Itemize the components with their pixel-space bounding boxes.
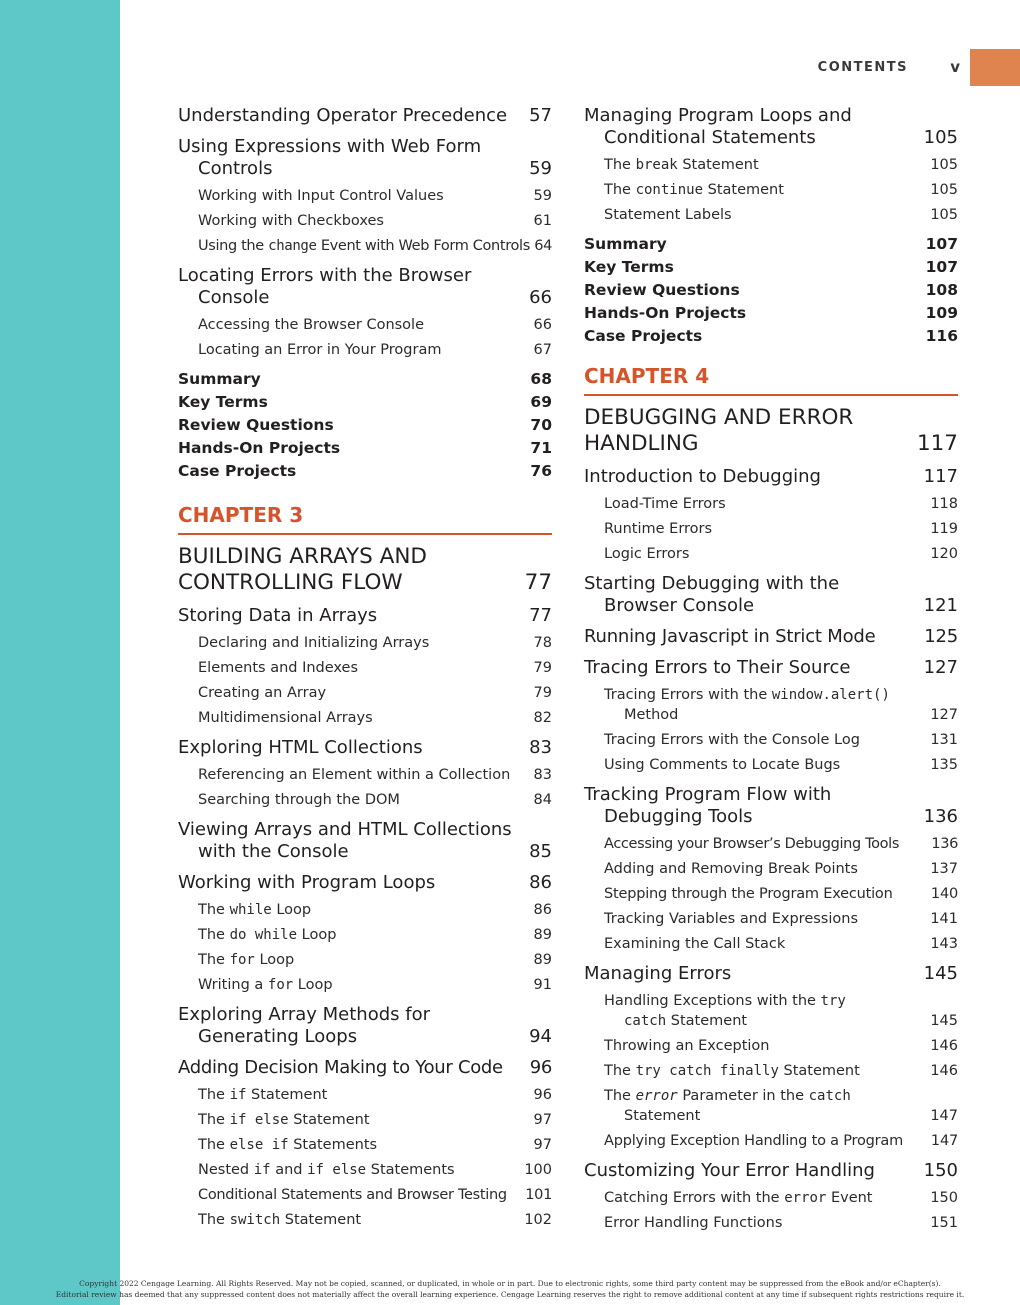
toc-page-number: 83 <box>529 737 552 758</box>
toc-entry[interactable]: Nested if and if else Statements 100 <box>198 1162 552 1178</box>
toc-page-number: 89 <box>533 952 552 968</box>
toc-page-number: 117 <box>916 431 958 456</box>
chapter-title[interactable]: DEBUGGING AND ERROR HANDLING 117 <box>584 405 958 456</box>
toc-entry[interactable]: Catching Errors with the error Event 150 <box>604 1190 958 1206</box>
toc-page-number: 57 <box>529 105 552 126</box>
toc-page-number: 147 <box>930 1133 958 1149</box>
toc-page-number: 151 <box>930 1215 958 1231</box>
toc-page-number: 96 <box>529 1057 552 1078</box>
toc-page-number: 146 <box>930 1038 958 1054</box>
toc-entry[interactable]: The continue Statement 105 <box>604 182 958 198</box>
code-keyword: error <box>784 1190 827 1206</box>
code-keyword: try catch <box>624 993 846 1029</box>
toc-entry[interactable]: The for Loop 89 <box>198 952 552 968</box>
toc-page-number: 66 <box>533 317 552 333</box>
toc-entry[interactable]: The error Parameter in the catch Statement 147 <box>604 1088 958 1124</box>
toc-page-number: 131 <box>930 732 958 748</box>
toc-entry[interactable]: Declaring and Initializing Arrays 78 <box>198 635 552 651</box>
toc-entry[interactable]: Tracing Errors to Their Source 127 <box>584 657 958 678</box>
code-keyword: catch <box>808 1088 851 1104</box>
toc-entry[interactable]: Working with Input Control Values 59 <box>198 188 552 204</box>
toc-page-number: 105 <box>930 157 958 173</box>
toc-page-number: 146 <box>930 1063 958 1079</box>
toc-page-number: 136 <box>923 806 958 827</box>
toc-entry[interactable]: Customizing Your Error Handling 150 <box>584 1160 958 1181</box>
toc-page-number: 82 <box>533 710 552 726</box>
code-keyword: window.alert() <box>771 687 890 703</box>
toc-entry[interactable]: Exploring Array Methods for Generating Loops 94 <box>178 1004 552 1047</box>
toc-entry[interactable]: The while Loop 86 <box>198 902 552 918</box>
toc-entry[interactable]: Storing Data in Arrays 77 <box>178 605 552 626</box>
toc-entry[interactable]: Key Terms 69 <box>178 393 552 411</box>
code-keyword: if else <box>229 1112 289 1128</box>
toc-entry[interactable]: Tracing Errors with the window.alert() Method 127 <box>604 687 958 723</box>
toc-entry[interactable]: Key Terms 107 <box>584 258 958 276</box>
toc-page-number: 121 <box>923 595 958 616</box>
toc-entry[interactable]: Using the change Event with Web Form Controls 64 <box>198 238 552 254</box>
toc-page-number: 78 <box>533 635 552 651</box>
code-keyword: do while <box>229 927 298 943</box>
toc-page-number: 117 <box>923 466 958 487</box>
toc-entry[interactable]: Exploring HTML Collections 83 <box>178 737 552 758</box>
toc-page-number: 86 <box>529 872 552 893</box>
code-keyword: error <box>635 1088 678 1104</box>
code-keyword: while <box>229 902 272 918</box>
code-keyword: continue <box>635 182 704 198</box>
toc-entry[interactable]: Error Handling Functions 151 <box>604 1215 958 1231</box>
toc-page-number: 118 <box>930 496 958 512</box>
toc-entry[interactable]: Case Projects 76 <box>178 462 552 480</box>
toc-page-number: 147 <box>930 1108 958 1124</box>
toc-entry[interactable]: Review Questions 70 <box>178 416 552 434</box>
code-keyword: for <box>267 977 294 993</box>
code-keyword: break <box>635 157 678 173</box>
toc-entry[interactable]: Throwing an Exception 146 <box>604 1038 958 1054</box>
toc-page-number: 145 <box>930 1013 958 1029</box>
toc-entry[interactable]: Locating an Error in Your Program 67 <box>198 342 552 358</box>
toc-page-number: 76 <box>530 462 552 480</box>
page-number: v <box>950 58 960 76</box>
toc-page-number: 145 <box>923 963 958 984</box>
toc-page-number: 119 <box>930 521 958 537</box>
toc-entry[interactable]: Viewing Arrays and HTML Collections with the Console 85 <box>178 819 552 862</box>
toc-page-number: 59 <box>529 158 552 179</box>
toc-entry[interactable]: Load-Time Errors 118 <box>604 496 958 512</box>
toc-page-number: 83 <box>533 767 552 783</box>
toc-entry[interactable]: The else if Statements 97 <box>198 1137 552 1153</box>
toc-page-number: 109 <box>925 304 958 322</box>
toc-page-number: 108 <box>925 281 958 299</box>
toc-page-number: 141 <box>930 911 958 927</box>
toc-page-number: 137 <box>930 861 958 877</box>
chapter-label: CHAPTER 4 <box>584 364 958 396</box>
toc-page-number: 150 <box>930 1190 958 1206</box>
toc-entry[interactable]: Searching through the DOM 84 <box>198 792 552 808</box>
toc-page-number: 107 <box>925 258 958 276</box>
code-keyword: change <box>268 238 317 254</box>
toc-page-number: 107 <box>925 235 958 253</box>
toc-entry[interactable]: Understanding Operator Precedence 57 <box>178 105 552 126</box>
toc-page-number: 69 <box>530 393 552 411</box>
toc-entry[interactable]: Working with Checkboxes 61 <box>198 213 552 229</box>
toc-page-number: 120 <box>930 546 958 562</box>
toc-entry[interactable]: Introduction to Debugging 117 <box>584 466 958 487</box>
copyright-line: Editorial review has deemed that any suppressed content does not materially affect the overall learning experience. Cengage Learning reserves the right to remove additional content at any time if subsequent rights restrictions require it. <box>55 1290 965 1299</box>
code-keyword: if else <box>307 1162 367 1178</box>
toc-entry[interactable]: Referencing an Element within a Collection 83 <box>198 767 552 783</box>
toc-entry[interactable]: Runtime Errors 119 <box>604 521 958 537</box>
toc-page-number: 136 <box>931 836 958 852</box>
toc-column-right <box>584 105 958 1233</box>
toc-entry[interactable]: Managing Program Loops and Conditional Statements 105 <box>584 105 958 148</box>
toc-entry[interactable]: The break Statement 105 <box>604 157 958 173</box>
toc-entry[interactable]: Summary 107 <box>584 235 958 253</box>
code-keyword: else if <box>229 1137 289 1153</box>
toc-page-number: 140 <box>930 886 958 902</box>
toc-entry[interactable]: Logic Errors 120 <box>604 546 958 562</box>
header-tab-decoration <box>970 49 1020 86</box>
toc-page-number: 135 <box>930 757 958 773</box>
toc-entry[interactable]: Tracking Program Flow with Debugging Tools 136 <box>584 784 958 827</box>
toc-page-number: 79 <box>533 685 552 701</box>
copyright-line: Copyright 2022 Cengage Learning. All Rights Reserved. May not be copied, scanned, or duplicated, in whole or in part. Due to electronic rights, some third party content may be suppressed from the eBook and/or eChapter(s). <box>79 1279 941 1288</box>
toc-page-number: 102 <box>524 1212 552 1228</box>
toc-entry[interactable]: The try catch finally Statement 146 <box>604 1063 958 1079</box>
toc-entry[interactable]: Writing a for Loop 91 <box>198 977 552 993</box>
toc-entry[interactable]: Handling Exceptions with the try catch Statement 145 <box>604 993 958 1029</box>
toc-entry[interactable]: Tracking Variables and Expressions 141 <box>604 911 958 927</box>
toc-page-number: 66 <box>529 287 552 308</box>
toc-page-number: 105 <box>930 182 958 198</box>
toc-entry[interactable]: Applying Exception Handling to a Program 147 <box>604 1133 958 1149</box>
toc-entry[interactable]: Elements and Indexes 79 <box>198 660 552 676</box>
toc-entry[interactable]: Managing Errors 145 <box>584 963 958 984</box>
toc-page-number: 85 <box>529 841 552 862</box>
code-keyword: for <box>229 952 255 968</box>
toc-page-number: 61 <box>533 213 552 229</box>
toc-page-number: 64 <box>534 238 552 254</box>
toc-entry[interactable]: Running Javascript in Strict Mode 125 <box>584 626 958 647</box>
toc-entry[interactable]: Accessing your Browser’s Debugging Tools 136 <box>604 836 958 852</box>
toc-page-number: 127 <box>930 707 958 723</box>
running-header-label: CONTENTS <box>817 60 908 75</box>
code-keyword: if <box>229 1087 247 1103</box>
toc-entry[interactable]: Case Projects 116 <box>584 327 958 345</box>
toc-page-number: 105 <box>923 127 958 148</box>
toc-entry[interactable]: Summary 68 <box>178 370 552 388</box>
toc-entry[interactable]: Conditional Statements and Browser Testing 101 <box>198 1187 552 1203</box>
toc-entry[interactable]: The do while Loop 89 <box>198 927 552 943</box>
toc-page-number: 86 <box>533 902 552 918</box>
toc-entry[interactable]: The switch Statement 102 <box>198 1212 552 1228</box>
toc-page-number: 68 <box>530 370 552 388</box>
toc-entry[interactable]: Hands-On Projects 71 <box>178 439 552 457</box>
toc-page-number: 59 <box>533 188 552 204</box>
toc-page-number: 150 <box>923 1160 958 1181</box>
toc-entry[interactable]: Working with Program Loops 86 <box>178 872 552 893</box>
toc-page-number: 125 <box>924 626 958 647</box>
toc-page-number: 89 <box>533 927 552 943</box>
toc-entry[interactable]: Locating Errors with the Browser Console 66 <box>178 265 552 308</box>
code-keyword: if <box>253 1162 271 1178</box>
toc-page-number: 105 <box>930 207 958 223</box>
toc-entry[interactable]: Multidimensional Arrays 82 <box>198 710 552 726</box>
toc-page-number: 143 <box>930 936 958 952</box>
toc-entry[interactable]: Hands-On Projects 109 <box>584 304 958 322</box>
toc-page-number: 97 <box>533 1137 552 1153</box>
toc-entry[interactable]: Review Questions 108 <box>584 281 958 299</box>
toc-page-number: 79 <box>533 660 552 676</box>
toc-page-number: 101 <box>525 1187 552 1203</box>
toc-page-number: 70 <box>530 416 552 434</box>
toc-page-number: 96 <box>533 1087 552 1103</box>
toc-entry[interactable]: Accessing the Browser Console 66 <box>198 317 552 333</box>
toc-entry[interactable]: Using Comments to Locate Bugs 135 <box>604 757 958 773</box>
toc-entry[interactable]: Statement Labels 105 <box>604 207 958 223</box>
toc-page-number: 91 <box>533 977 552 993</box>
toc-entry[interactable]: Starting Debugging with the Browser Console 121 <box>584 573 958 616</box>
toc-entry[interactable]: The if Statement 96 <box>198 1087 552 1103</box>
chapter-label: CHAPTER 3 <box>178 503 552 535</box>
toc-page-number: 127 <box>923 657 958 678</box>
toc-page-number: 67 <box>533 342 552 358</box>
chapter-title[interactable]: BUILDING ARRAYS AND CONTROLLING FLOW 77 <box>178 544 552 595</box>
toc-page-number: 116 <box>925 327 958 345</box>
toc-entry[interactable]: Using Expressions with Web Form Controls 59 <box>178 136 552 179</box>
toc-entry[interactable]: Examining the Call Stack 143 <box>604 936 958 952</box>
toc-entry[interactable]: Adding and Removing Break Points 137 <box>604 861 958 877</box>
toc-page-number: 100 <box>524 1162 552 1178</box>
copyright-footer <box>0 1278 1020 1300</box>
toc-entry[interactable]: The if else Statement 97 <box>198 1112 552 1128</box>
toc-column-left <box>178 105 552 1230</box>
teal-sidebar <box>0 0 120 1305</box>
toc-page-number: 77 <box>529 605 552 626</box>
toc-page-number: 77 <box>524 570 552 595</box>
code-keyword: switch <box>229 1212 281 1228</box>
toc-entry[interactable]: Adding Decision Making to Your Code 96 <box>178 1057 552 1078</box>
toc-entry[interactable]: Tracing Errors with the Console Log 131 <box>604 732 958 748</box>
toc-page-number: 71 <box>530 439 552 457</box>
code-keyword: try catch finally <box>635 1063 779 1079</box>
toc-entry[interactable]: Creating an Array 79 <box>198 685 552 701</box>
toc-page-number: 97 <box>533 1112 552 1128</box>
toc-entry[interactable]: Stepping through the Program Execution 140 <box>604 886 958 902</box>
toc-page-number: 94 <box>529 1026 552 1047</box>
toc-page-number: 84 <box>533 792 552 808</box>
